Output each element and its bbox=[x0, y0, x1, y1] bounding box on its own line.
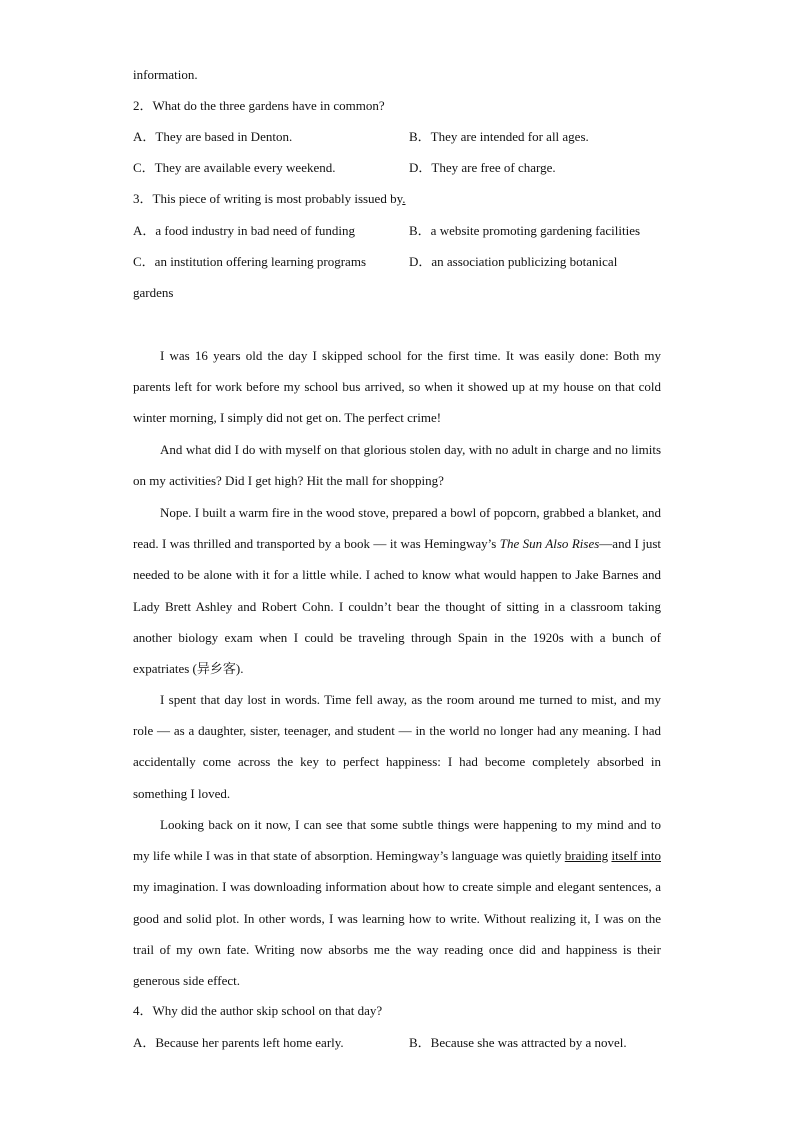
paragraph-3-text-b: —and I just needed to be alone with it for a little while. I ached to know what would happen to Jake Barnes and Lady Brett Ashley and Robert Cohn. I couldn’t bear the thought of sitting in a classroom taking another biology exam when I could be traveling through Spain in the 1920s with a bunch of expatriates (异乡客). bbox=[133, 536, 661, 677]
passage-paragraph-1 bbox=[133, 340, 661, 434]
question-2-option-c: C．They are available every weekend. bbox=[133, 160, 336, 175]
question-3-option-d-continued: gardens bbox=[133, 285, 174, 300]
paragraph-5-text-a: Looking back on it now, I can see that some subtle things were happening to my mind and to my life while I was in that state of absorption. Hemingway’s language was quietly bbox=[133, 817, 661, 864]
question-2-option-a: A．They are based in Denton. bbox=[133, 129, 293, 144]
question-3-option-a: A．a food industry in bad need of funding bbox=[133, 223, 356, 238]
question-2-option-b: B．They are intended for all ages. bbox=[409, 129, 589, 144]
underlined-phrase-itself-into: itself into bbox=[611, 848, 661, 864]
question-2-option-d: D．They are free of charge. bbox=[409, 160, 556, 175]
question-3-stem bbox=[133, 190, 406, 208]
passage-paragraph-2 bbox=[133, 434, 661, 496]
answer-blank: . bbox=[402, 191, 406, 206]
paragraph-1-text: I was 16 years old the day I skipped school for the first time. It was easily done: Both my parents left for work before my school bus arrived, so when it showed up at my house on that cold winter morning, I simply did not get on. The perfect crime! bbox=[133, 348, 661, 426]
question-4-option-a: A．Because her parents left home early. bbox=[133, 1035, 344, 1050]
paragraph-2-text: And what did I do with myself on that glorious stolen day, with no adult in charge and no limits on my activities? Did I get high? Hit the mall for shopping? bbox=[133, 442, 661, 489]
passage-paragraph-4 bbox=[133, 684, 661, 809]
passage-paragraph-3 bbox=[133, 497, 661, 684]
question-3-stem-text: 3．This piece of writing is most probably issued by bbox=[133, 191, 403, 206]
question-3-option-c: C．an institution offering learning programs bbox=[133, 254, 366, 269]
question-4-option-b: B．Because she was attracted by a novel. bbox=[409, 1035, 627, 1050]
paragraph-4-text: I spent that day lost in words. Time fell away, as the room around me turned to mist, and my role — as a daughter, sister, teenager, and student — in the world no longer had any meaning. I had accidentally come across the key to perfect happiness: I had become completely absorbed in something I loved. bbox=[133, 692, 661, 801]
question-3-option-b: B．a website promoting gardening facilities bbox=[409, 223, 641, 238]
question-3-option-d: D．an association publicizing botanical bbox=[409, 254, 618, 269]
question-2-stem: 2．What do the three gardens have in common? bbox=[133, 98, 385, 113]
passage-paragraph-5 bbox=[133, 809, 661, 996]
paragraph-3-text-a: Nope. I built a warm fire in the wood stove, prepared a bowl of popcorn, grabbed a blanket, and read. I was thrilled and transported by a book — it was Hemingway’s bbox=[133, 505, 661, 552]
question-4-stem: 4．Why did the author skip school on that day? bbox=[133, 1003, 383, 1018]
underlined-phrase-braiding: braiding bbox=[564, 848, 609, 864]
paragraph-5-text-b: my imagination. I was downloading information about how to create simple and elegant sentences, a good and solid plot. In other words, I was learning how to write. Without realizing it, I was on the trail of my own fate. Writing now absorbs me the way reading once did and happiness is their generous side effect. bbox=[133, 879, 661, 989]
book-title: The Sun Also Rises bbox=[499, 536, 600, 552]
continued-text: information. bbox=[133, 67, 198, 82]
